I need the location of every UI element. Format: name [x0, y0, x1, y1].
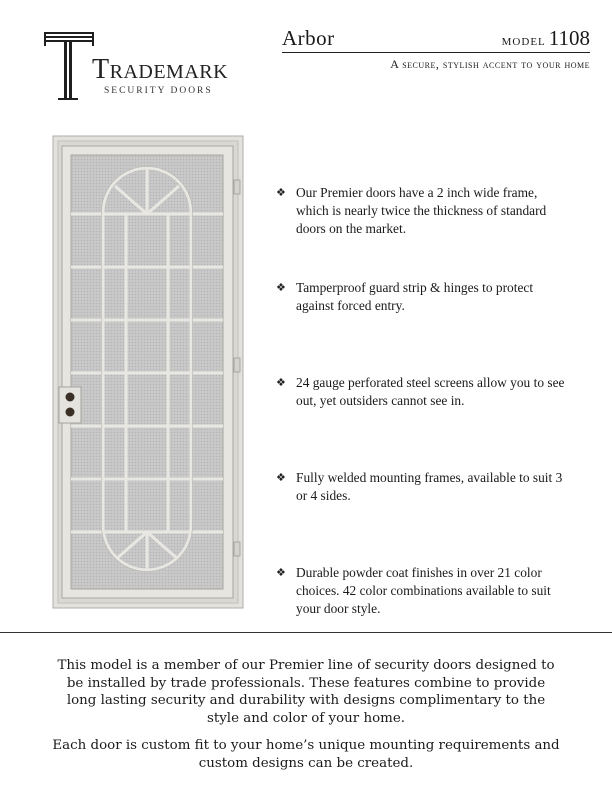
logo-tagline: SECURITY DOORS	[104, 86, 213, 96]
hinge-icon	[234, 358, 240, 372]
product-name: Arbor	[282, 26, 335, 50]
feature-item	[276, 469, 566, 564]
feature-text: 24 gauge perforated steel screens allow you to see out, yet outsiders cannot see in.	[296, 375, 565, 408]
feature-item	[276, 279, 566, 374]
brand-logo	[44, 30, 244, 102]
lock-box	[59, 387, 81, 423]
diamond-bullet-icon: ❖	[276, 472, 286, 484]
diamond-bullet-icon: ❖	[276, 567, 286, 579]
feature-text: Fully welded mounting frames, available to suit 3 or 4 sides.	[296, 470, 563, 503]
footer-paragraph-custom-fit: Each door is custom fit to your home’s unique mounting requirements and custom designs can be created.	[52, 738, 560, 771]
feature-text: Tamperproof guard strip & hinges to protect against forced entry.	[296, 280, 534, 313]
diamond-bullet-icon: ❖	[276, 187, 286, 199]
hinge-icon	[234, 180, 240, 194]
door-image	[44, 128, 250, 610]
model-label: model	[501, 33, 546, 49]
feature-text: Durable powder coat finishes in over 21 color choices. 42 color combinations available to suit your door style.	[296, 565, 551, 616]
section-divider	[0, 632, 612, 633]
hinge-icon	[234, 542, 240, 556]
diamond-bullet-icon: ❖	[276, 377, 286, 389]
feature-item	[276, 564, 566, 659]
feature-item	[276, 374, 566, 469]
deadbolt-icon	[66, 393, 75, 402]
model-number: 1108	[548, 26, 590, 50]
header-rule	[282, 52, 590, 53]
logo-t-mark-icon	[44, 30, 96, 102]
door-handle-icon	[66, 408, 75, 417]
model-designation	[502, 28, 590, 49]
footer-paragraph-premier-line: This model is a member of our Premier line of security doors designed to be installed by trade professionals. These features combine to provide long lasting security and durability with designs complimentary to the style and color of your home.	[57, 658, 555, 726]
feature-item	[276, 184, 566, 279]
diamond-bullet-icon: ❖	[276, 282, 286, 294]
feature-text: Our Premier doors have a 2 inch wide frame, which is nearly twice the thickness of standard doors on the market.	[296, 185, 547, 236]
feature-list	[276, 184, 566, 659]
logo-name: Trademark	[92, 54, 229, 85]
header-tagline: A secure, stylish accent to your home	[390, 57, 590, 71]
